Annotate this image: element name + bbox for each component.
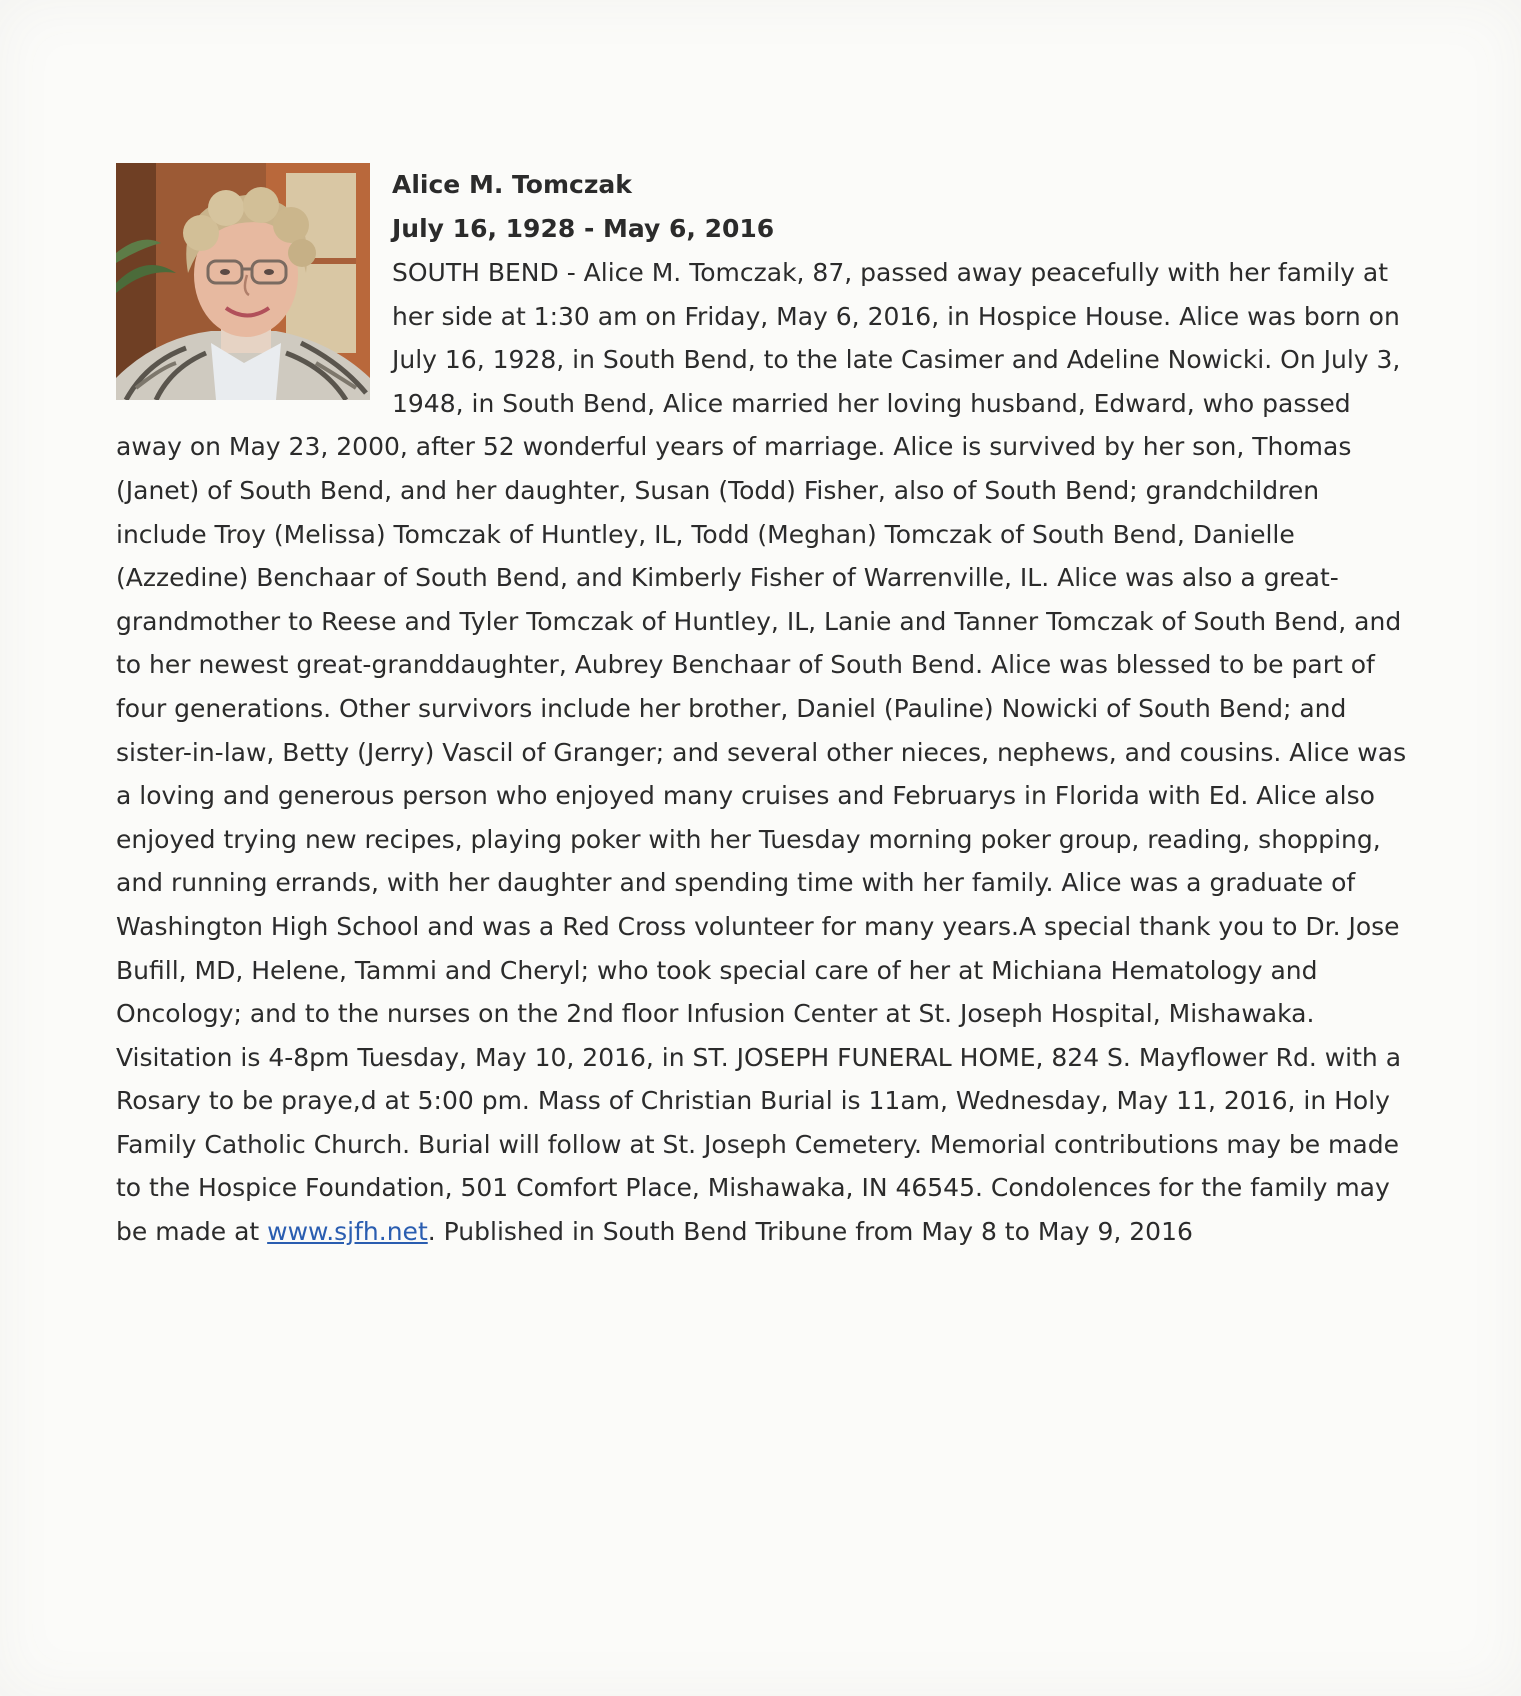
deceased-name: Alice M. Tomczak xyxy=(392,170,632,199)
funeral-home-link[interactable]: www.sjfh.net xyxy=(267,1217,428,1247)
life-dates: July 16, 1928 - May 6, 2016 xyxy=(392,214,775,243)
obituary-notice xyxy=(116,163,1416,1254)
obituary-body-text: SOUTH BEND - Alice M. Tomczak, 87, passed away peacefully with her family at her side at 1:30 am on Friday, May 6, 2016, in Hospice House. Alice was born on July 16, 1928, in South Bend, to the late Casimer and Adeline Nowicki. On July 3, 1948, in South Bend, Alice married her loving husband, Edward, who passed away on May 23, 2000, after 52 wonderful years of marriage. Alice is survived by her son, Thomas (Janet) of South Bend, and her daughter, Susan (Todd) Fisher, also of South Bend; grandchildren include Troy (Melissa) Tomczak of Huntley, IL, Todd (Meghan) Tomczak of South Bend, Danielle (Azzedine) Benchaar of South Bend, and Kimberly Fisher of Warrenville, IL. Alice was also a great-grandmother to Reese and Tyler Tomczak of Huntley, IL, Lanie and Tanner Tomczak of South Bend, and to her newest great-granddaughter, Aubrey Benchaar of South Bend. Alice was blessed to be part of four generations. Other survivors include her brother, Daniel (Pauline) Nowicki of South Bend; and sister-in-law, Betty (Jerry) Vascil of Granger; and several other nieces, nephews, and cousins. Alice was a loving and generous person who enjoyed many cruises and Februarys in Florida with Ed. Alice also enjoyed trying new recipes, playing poker with her Tuesday morning poker group, reading, shopping, and running errands, with her daughter and spending time with her family. Alice was a graduate of Washington High School and was a Red Cross volunteer for many years.A special thank you to Dr. Jose Bufill, MD, Helene, Tammi and Cheryl; who took special care of her at Michiana Hematology and Oncology; and to the nurses on the 2nd floor Infusion Center at St. Joseph Hospital, Mishawaka. Visitation is 4-8pm Tuesday, May 10, 2016, in ST. JOSEPH FUNERAL HOME, 824 S. Mayflower Rd. with a Rosary to be praye,d at 5:00 pm. Mass of Christian Burial is 11am, Wednesday, May 11, 2016, in Holy Family Catholic Church. Burial will follow at St. Joseph Cemetery. Memorial contributions may be made to the Hospice Foundation, 501 Comfort Place, Mishawaka, IN 46545. Condolences for the family may be made at xyxy=(116,258,1407,1247)
portrait-photo-icon xyxy=(116,163,370,400)
obituary-body xyxy=(116,251,1416,1254)
publication-note: . Published in South Bend Tribune from May 8 to May 9, 2016 xyxy=(427,1217,1193,1247)
portrait-photo xyxy=(116,163,370,400)
